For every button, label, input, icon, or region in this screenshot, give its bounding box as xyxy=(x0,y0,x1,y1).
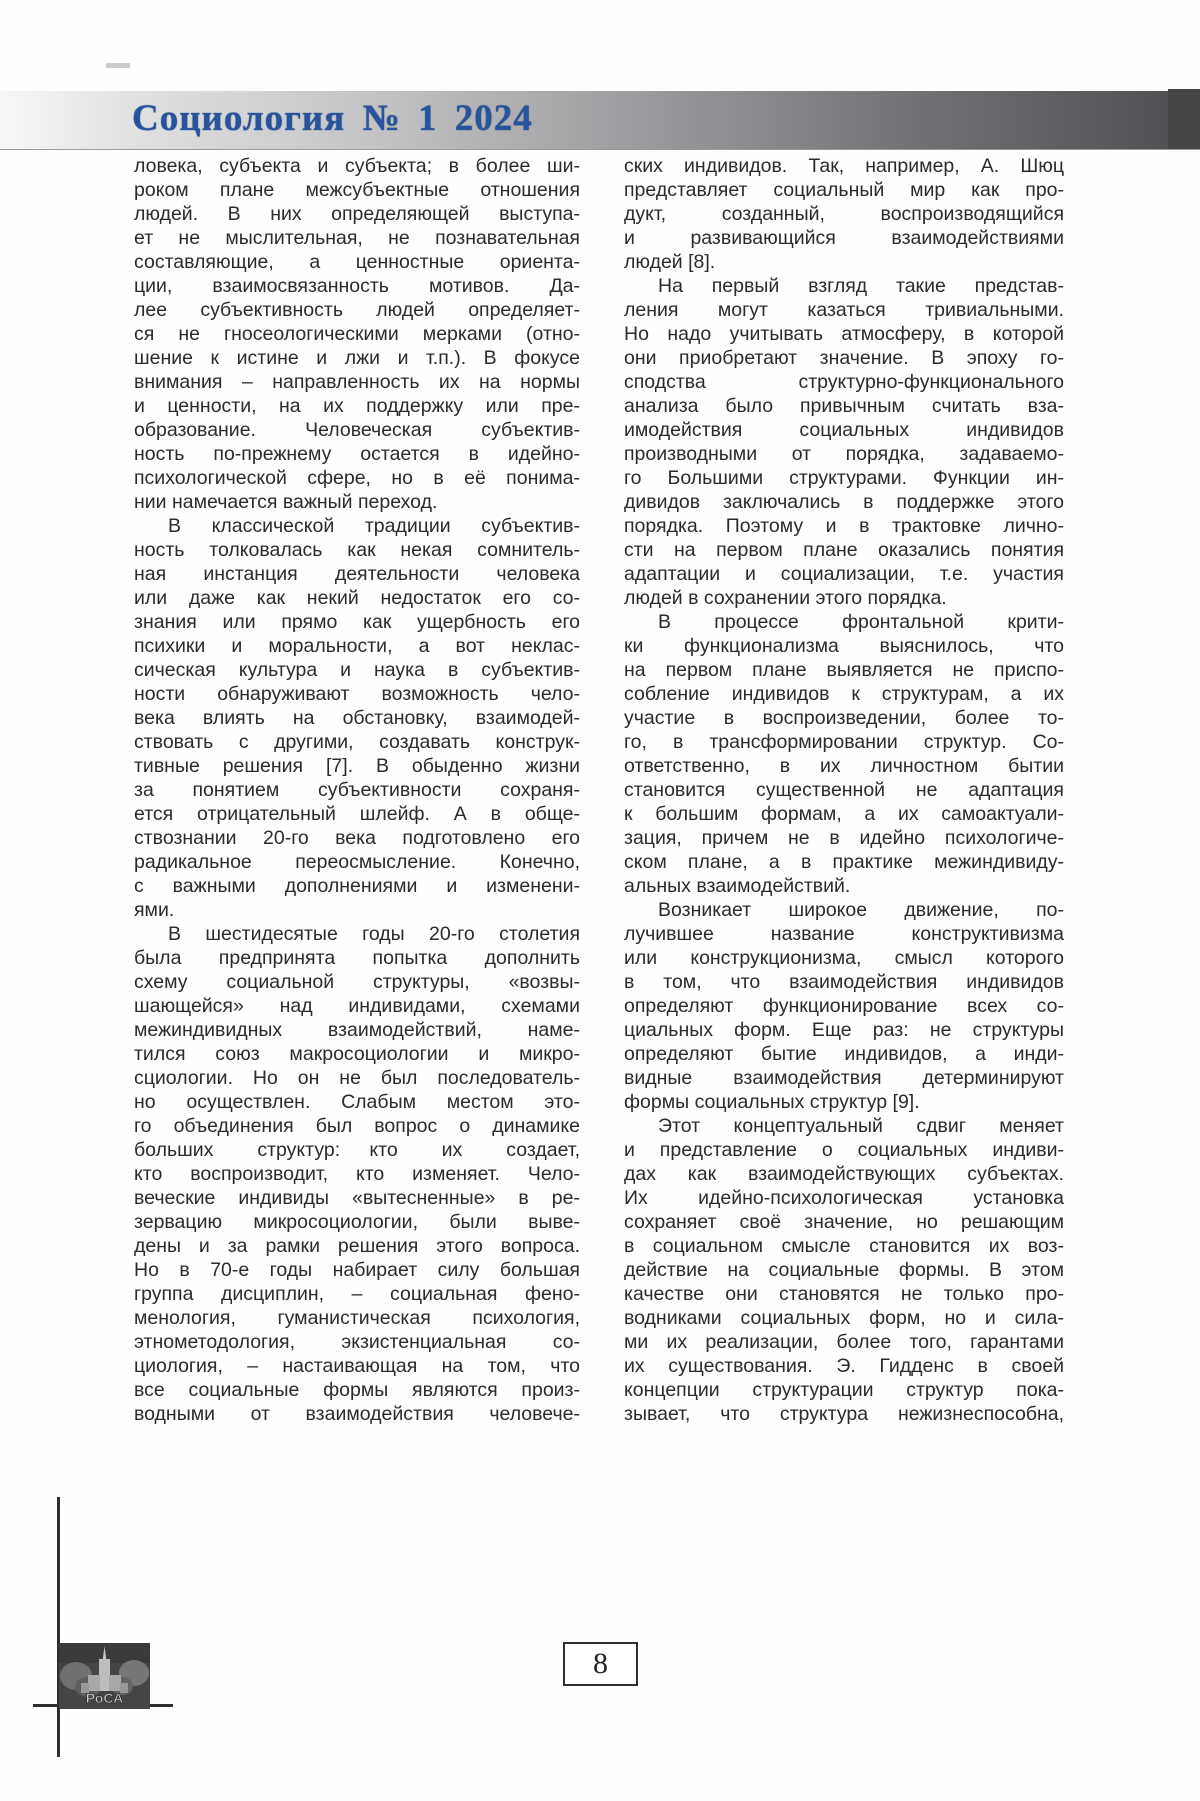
text-line: Их идейно-психологическая установка xyxy=(624,1187,1064,1209)
text-line: го, в трансформировании структур. Со- xyxy=(624,731,1064,753)
text-line: действие на социальные формы. В этом xyxy=(624,1259,1064,1281)
text-line: Возникает широкое движение, по- xyxy=(658,899,1064,921)
text-line: лее субъективность людей определяет- xyxy=(134,299,580,321)
text-line: определяют функционирование всех со- xyxy=(624,995,1064,1017)
text-line: ответственно, в их личностном бытии xyxy=(624,755,1064,777)
text-line: людей [8]. xyxy=(624,251,716,273)
text-line: внимания – направленность их на нормы xyxy=(134,371,580,393)
text-line: шающейся» над индивидами, схемами xyxy=(134,995,580,1017)
text-line: группа дисциплин, – социальная фено- xyxy=(134,1283,580,1305)
text-line: в том, что взаимодействия индивидов xyxy=(624,971,1064,993)
text-line: лучившее название конструктивизма xyxy=(624,923,1064,945)
text-line: ском плане, а в практике межиндивиду- xyxy=(624,851,1064,873)
text-line: ность по-прежнему остается в идейно- xyxy=(134,443,580,465)
text-line: веческие индивиды «вытесненные» в ре- xyxy=(134,1187,580,1209)
journal-title: Социология № 1 2024 xyxy=(132,98,533,139)
text-line: ется отрицательный шлейф. А в обще- xyxy=(134,803,580,825)
text-line: или конструкционизма, смысл которого xyxy=(624,947,1064,969)
text-line: циальных форм. Еще раз: не структуры xyxy=(624,1019,1064,1041)
text-line: собление индивидов к структурам, а их xyxy=(624,683,1064,705)
text-line: и развивающийся взаимодействиями xyxy=(624,227,1064,249)
text-line: имодействия социальных индивидов xyxy=(624,419,1064,441)
text-line: формы социальных структур [9]. xyxy=(624,1091,920,1113)
text-line: радикальное переосмысление. Конечно, xyxy=(134,851,580,873)
text-line: ности обнаруживают возможность чело- xyxy=(134,683,580,705)
text-line: циология, – настаивающая на том, что xyxy=(134,1355,580,1377)
scan-artifact-dash xyxy=(106,63,130,68)
text-line: составляющие, а ценностные ориента- xyxy=(134,251,580,273)
text-line: образование. Человеческая субъектив- xyxy=(134,419,580,441)
text-line: больших структур: кто их создает, xyxy=(134,1139,580,1161)
page-number-box xyxy=(563,1642,638,1686)
text-line: адаптации и социализации, т.е. участия xyxy=(624,563,1064,585)
text-line: ствовать с другими, создавать конструк- xyxy=(134,731,580,753)
text-line: тился союз макросоциологии и микро- xyxy=(134,1043,580,1065)
text-line: альных взаимодействий. xyxy=(624,875,851,897)
text-line: людей в сохранении этого порядка. xyxy=(624,587,947,609)
text-line: ями. xyxy=(134,899,175,921)
text-line: водными от взаимодействия человече- xyxy=(134,1403,580,1425)
right-text-column xyxy=(624,154,1064,1426)
text-line: ских индивидов. Так, например, А. Шюц xyxy=(624,155,1064,177)
page-number: 8 xyxy=(593,1647,608,1680)
text-line: зация, причем не в идейно психологиче- xyxy=(624,827,1064,849)
text-line: ся не гносеологическими мерками (отно- xyxy=(134,323,580,345)
text-line: Но надо учитывать атмосферу, в которой xyxy=(624,323,1064,345)
text-line: го Большими структурами. Функции ин- xyxy=(624,467,1064,489)
text-line: или даже как некий недостаток его со- xyxy=(134,587,580,609)
text-line: дукт, созданный, воспроизводящийся xyxy=(624,203,1064,225)
text-line: нии намечается важный переход. xyxy=(134,491,438,513)
text-line: анализа было привычным считать вза- xyxy=(624,395,1064,417)
text-line: сическая культура и наука в субъектив- xyxy=(134,659,580,681)
header-bar-edge-block xyxy=(1168,89,1200,149)
text-line: ловека, субъекта и субъекта; в более ши- xyxy=(134,155,580,177)
text-line: этнометодология, экзистенциальная со- xyxy=(134,1331,580,1353)
text-line: В классической традиции субъектив- xyxy=(168,515,580,537)
text-line: концепции структурации структур пока- xyxy=(624,1379,1064,1401)
text-line: роком плане межсубъектные отношения xyxy=(134,179,580,201)
text-line: ная инстанция деятельности человека xyxy=(134,563,580,585)
text-line: зервацию микросоциологии, были выве- xyxy=(134,1211,580,1233)
text-line: ность толковалась как некая сомнитель- xyxy=(134,539,580,561)
text-line: ции, взаимосвязанность мотивов. Да- xyxy=(134,275,580,297)
left-text-column xyxy=(134,154,580,1426)
text-line: и ценности, на их поддержку или пре- xyxy=(134,395,580,417)
text-line: производными от порядка, задаваемо- xyxy=(624,443,1064,465)
header-bar xyxy=(0,91,1200,150)
text-line: века влиять на обстановку, взаимодей- xyxy=(134,707,580,729)
text-line: шение к истине и лжи и т.п.). В фокусе xyxy=(134,347,580,369)
text-line: и представление о социальных индиви- xyxy=(624,1139,1064,1161)
text-line: определяют бытие индивидов, а инди- xyxy=(624,1043,1064,1065)
text-line: за понятием субъективности сохраня- xyxy=(134,779,580,801)
text-line: участие в воспроизведении, более то- xyxy=(624,707,1064,729)
text-line: на первом плане выявляется не приспо- xyxy=(624,659,1064,681)
text-line: видные взаимодействия детерминируют xyxy=(624,1067,1064,1089)
text-line: порядка. Поэтому и в трактовке лично- xyxy=(624,515,1064,537)
text-line: сподства структурно-функционального xyxy=(624,371,1064,393)
text-line: дены и за рамки решения этого вопроса. xyxy=(134,1235,580,1257)
text-line: психики и моральности, а вот неклас- xyxy=(134,635,580,657)
rosa-logo-label: РоСА xyxy=(85,1690,124,1706)
text-line: их существования. Э. Гидденс в своей xyxy=(624,1355,1064,1377)
text-line: ления могут казаться тривиальными. xyxy=(624,299,1064,321)
text-line: все социальные формы являются произ- xyxy=(134,1379,580,1401)
text-line: водниками социальных форм, но и сила- xyxy=(624,1307,1064,1329)
text-line: схему социальной структуры, «возвы- xyxy=(134,971,580,993)
text-line: с важными дополнениями и изменени- xyxy=(134,875,580,897)
text-line: менология, гуманистическая психология, xyxy=(134,1307,580,1329)
text-line: дах как взаимодействующих субъектах. xyxy=(624,1163,1064,1185)
text-line: в социальном смысле становится их воз- xyxy=(624,1235,1064,1257)
text-line: к большим формам, а их самоактуали- xyxy=(624,803,1064,825)
text-line: ми их реализации, более того, гарантами xyxy=(624,1331,1064,1353)
text-line: ствознании 20-го века подготовлено его xyxy=(134,827,580,849)
text-line: становится существенной не адаптация xyxy=(624,779,1064,801)
text-line: ет не мыслительная, не познавательная xyxy=(134,227,580,249)
text-line: межиндивидных взаимодействий, наме- xyxy=(134,1019,580,1041)
text-line: сохраняет своё значение, но решающим xyxy=(624,1211,1064,1233)
text-line: дивидов заключались в поддержке этого xyxy=(624,491,1064,513)
text-line: знания или прямо как ущербность его xyxy=(134,611,580,633)
text-line: сти на первом плане оказались понятия xyxy=(624,539,1064,561)
text-line: зывает, что структура нежизнеспособна, xyxy=(624,1403,1064,1425)
text-line: но осуществлен. Слабым местом это- xyxy=(134,1091,580,1113)
text-line: В шестидесятые годы 20-го столетия xyxy=(168,923,580,945)
text-line: тивные решения [7]. В обыденно жизни xyxy=(134,755,580,777)
text-line: ки функционализма выяснилось, что xyxy=(624,635,1064,657)
text-line: была предпринята попытка дополнить xyxy=(134,947,580,969)
text-line: В процессе фронтальной крити- xyxy=(658,611,1064,633)
rosa-logo-image xyxy=(59,1643,150,1709)
crop-mark-vertical xyxy=(57,1497,60,1757)
text-line: они приобретают значение. В эпоху го- xyxy=(624,347,1064,369)
text-line: сциологии. Но он не был последователь- xyxy=(134,1067,580,1089)
text-line: На первый взгляд такие представ- xyxy=(658,275,1064,297)
text-line: представляет социальный мир как про- xyxy=(624,179,1064,201)
rosa-logo xyxy=(59,1643,150,1709)
text-line: Но в 70-е годы набирает силу большая xyxy=(134,1259,580,1281)
text-line: кто воспроизводит, кто изменяет. Чело- xyxy=(134,1163,580,1185)
text-line: го объединения был вопрос о динамике xyxy=(134,1115,580,1137)
text-line: людей. В них определяющей выступа- xyxy=(134,203,580,225)
text-line: качестве они становятся не только про- xyxy=(624,1283,1064,1305)
text-line: Этот концептуальный сдвиг меняет xyxy=(658,1115,1064,1137)
text-line: психологической сфере, но в её понима- xyxy=(134,467,580,489)
